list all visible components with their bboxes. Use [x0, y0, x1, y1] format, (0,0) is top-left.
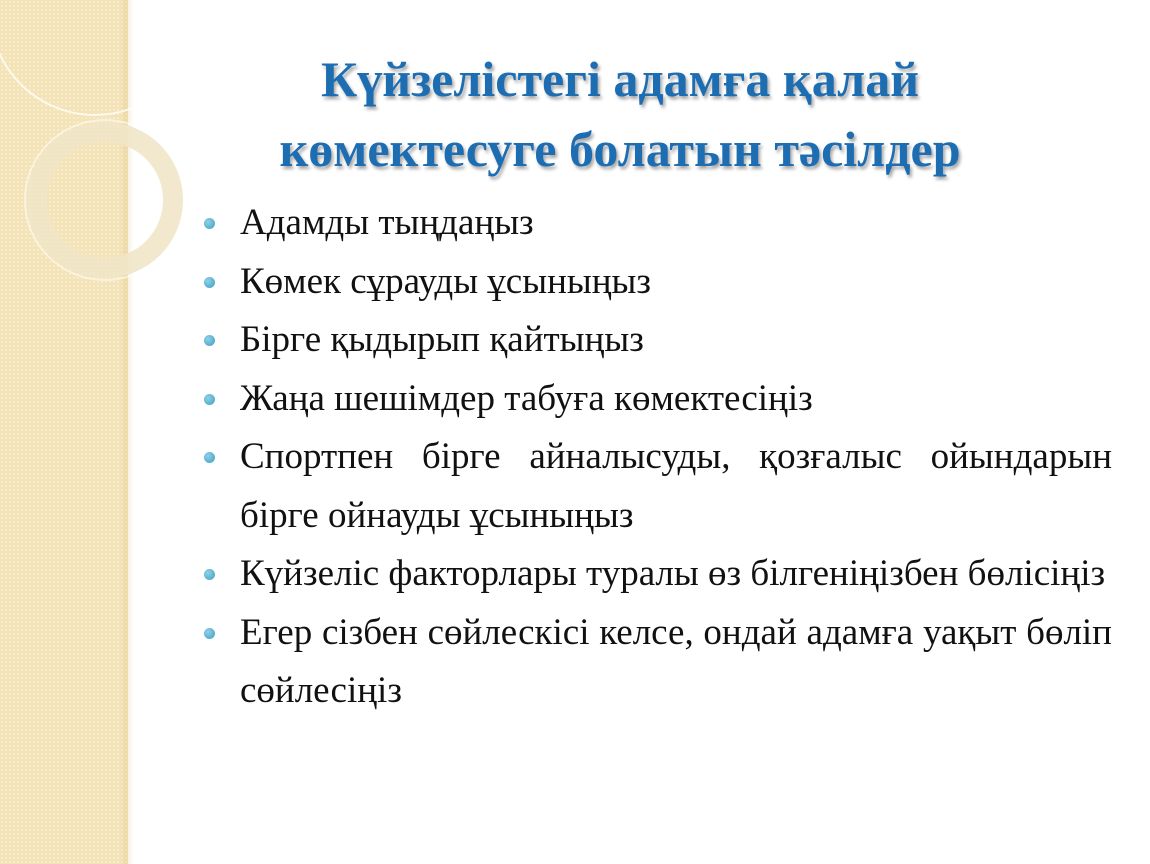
bullet-item — [200, 194, 1112, 253]
slide-title — [150, 44, 1090, 184]
bullet-list — [200, 194, 1112, 721]
bullet-text: Спортпен бірге айналысуды, қозғалыс ойындарын бірге ойнауды ұсыныңыз — [240, 436, 1112, 536]
title-line-1: Күйзелістегі адамға қалай — [321, 51, 919, 107]
bullet-text: Күйзеліс факторлары туралы өз білгеніңізбен бөлісіңіз — [240, 553, 1106, 594]
bullet-dot-icon — [204, 452, 215, 463]
bullet-dot-icon — [204, 628, 215, 639]
bullet-text: Егер сізбен сөйлескісі келсе, ондай адамға уақыт бөліп сөйлесіңіз — [240, 611, 1112, 711]
bullet-dot-icon — [204, 569, 215, 580]
bullet-text: Бірге қыдырып қайтыңыз — [240, 319, 644, 360]
bullet-item — [200, 428, 1112, 545]
bullet-dot-icon — [204, 218, 215, 229]
bullet-item — [200, 253, 1112, 312]
bullet-item — [200, 604, 1112, 721]
bullet-dot-icon — [204, 394, 215, 405]
bullet-dot-icon — [204, 277, 215, 288]
bullet-item — [200, 370, 1112, 429]
bullet-text: Көмек сұрауды ұсыныңыз — [240, 260, 652, 302]
bullet-text: Жаңа шешімдер табуға көмектесіңіз — [240, 377, 813, 419]
bullet-dot-icon — [204, 335, 215, 346]
title-line-2: көмектесуге болатын тәсілдер — [279, 121, 961, 177]
bullet-item — [200, 311, 1112, 370]
bullet-item — [200, 545, 1112, 604]
bullet-text: Адамды тыңдаңыз — [240, 202, 534, 243]
